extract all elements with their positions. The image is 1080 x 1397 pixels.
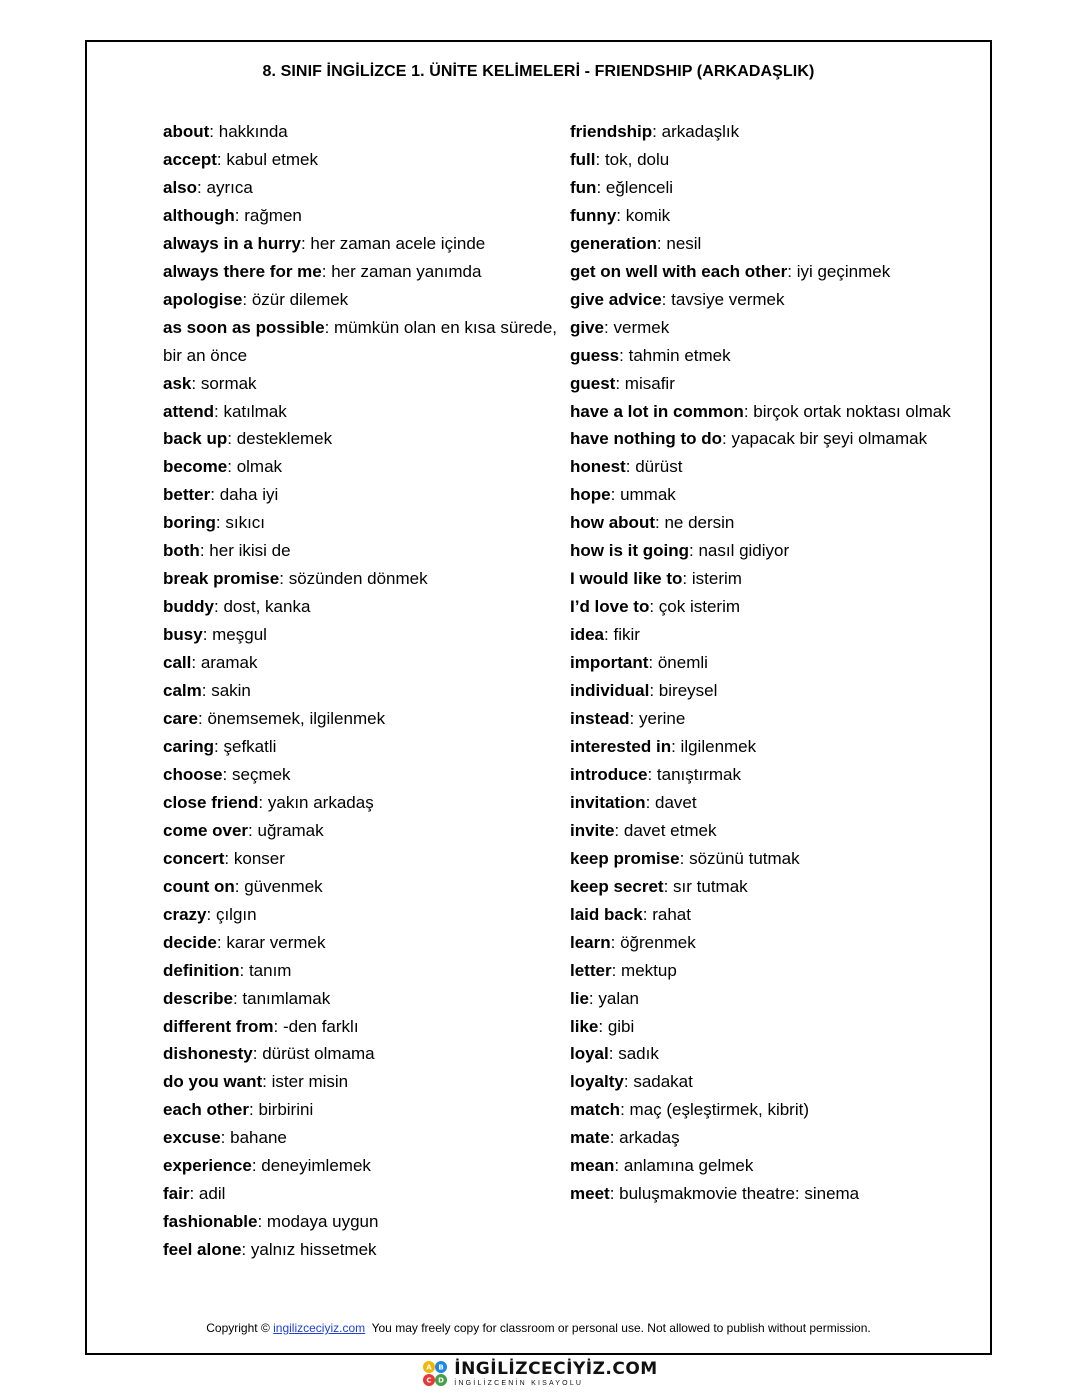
vocabulary-entry: busy: meşgul <box>163 625 267 645</box>
vocabulary-entry: learn: öğrenmek <box>570 932 696 952</box>
vocabulary-meaning: anlamına gelmek <box>623 1156 754 1176</box>
vocabulary-entry: count on: güvenmek <box>163 876 323 896</box>
vocabulary-meaning: güvenmek <box>244 876 323 896</box>
vocabulary-entry: invitation: davet <box>570 792 697 812</box>
vocabulary-meaning: adil <box>198 1184 226 1204</box>
vocabulary-entry: I would like to: isterim <box>570 569 742 589</box>
vocabulary-entry: lie: yalan <box>570 988 639 1008</box>
vocabulary-term: dishonesty <box>163 1044 253 1064</box>
vocabulary-meaning: ilgilenmek <box>680 736 757 756</box>
vocabulary-entry: friendship: arkadaşlık <box>570 122 740 141</box>
vocabulary-meaning: bahane <box>230 1128 287 1148</box>
vocabulary-term: guest <box>570 373 616 393</box>
vocabulary-meaning: tahmin etmek <box>628 345 731 365</box>
vocabulary-meaning: sözünü tutmak <box>689 848 800 868</box>
vocabulary-meaning: olmak <box>236 457 283 477</box>
vocabulary-meaning: mektup <box>621 960 677 980</box>
vocabulary-term: choose <box>163 764 223 784</box>
vocabulary-entry: concert: konser <box>163 848 285 868</box>
vocabulary-entry: fashionable: modaya uygun <box>163 1212 379 1232</box>
vocabulary-meaning: her zaman acele içinde <box>310 233 486 253</box>
vocabulary-entry: guest: misafir <box>570 373 675 393</box>
page-title: 8. SINIF İNGİLİZCE 1. ÜNİTE KELİMELERİ - FRIENDSHIP (ARKADAŞLIK) <box>262 63 815 80</box>
vocabulary-meaning: önemli <box>657 653 708 673</box>
vocabulary-entry: fair: adil <box>163 1184 226 1204</box>
vocabulary-meaning: tanım <box>248 960 292 980</box>
vocabulary-term: break promise <box>163 569 280 589</box>
vocabulary-entry: idea: fikir <box>570 625 640 645</box>
vocabulary-term: experience <box>163 1156 252 1176</box>
vocabulary-term: invite <box>570 820 615 840</box>
vocabulary-term: as soon as possible <box>163 317 325 337</box>
vocabulary-meaning: sadık <box>618 1044 659 1064</box>
vocabulary-entry: keep promise: sözünü tutmak <box>570 848 800 868</box>
vocabulary-term: full <box>570 149 596 169</box>
vocabulary-term: match <box>570 1100 621 1120</box>
vocabulary-meaning: tavsiye vermek <box>671 289 785 309</box>
vocabulary-meaning: komik <box>625 205 671 225</box>
vocabulary-term: give <box>570 317 605 337</box>
vocabulary-entry: care: önemsemek, ilgilenmek <box>163 709 386 729</box>
vocabulary-entry: as soon as possible: mümkün olan en kısa sürede, bir an önce <box>163 317 558 365</box>
vocabulary-meaning: sadakat <box>633 1072 693 1092</box>
vocabulary-entry: feel alone: yalnız hissetmek <box>163 1240 377 1260</box>
vocabulary-entry: letter: mektup <box>570 960 677 980</box>
vocabulary-term: keep promise <box>570 848 680 868</box>
vocabulary-meaning: meşgul <box>212 625 267 645</box>
vocabulary-entry: meet: buluşmakmovie theatre: sinema <box>570 1184 860 1204</box>
vocabulary-term: keep secret <box>570 876 664 896</box>
vocabulary-term: fair <box>163 1184 190 1204</box>
vocabulary-entry: important: önemli <box>570 653 708 673</box>
vocabulary-term: how is it going <box>570 541 689 561</box>
vocabulary-meaning: maç (eşleştirmek, kibrit) <box>629 1100 809 1120</box>
vocabulary-column-left <box>163 118 563 1264</box>
vocabulary-entry: attend: katılmak <box>163 401 287 421</box>
vocabulary-entry: generation: nesil <box>570 233 702 253</box>
vocabulary-term: boring <box>163 513 216 533</box>
vocabulary-entry: become: olmak <box>163 457 283 477</box>
vocabulary-term: ask <box>163 373 192 393</box>
vocabulary-term: introduce <box>570 764 648 784</box>
vocabulary-meaning: arkadaşlık <box>661 122 740 141</box>
vocabulary-meaning: eğlenceli <box>605 177 673 197</box>
vocabulary-meaning: deneyimlemek <box>261 1156 371 1176</box>
vocabulary-column-right <box>570 118 990 1208</box>
vocabulary-meaning: öğrenmek <box>620 932 696 952</box>
vocabulary-term: do you want <box>163 1072 263 1092</box>
vocabulary-meaning: sıkıcı <box>225 513 266 533</box>
vocabulary-entry: also: ayrıca <box>163 177 253 197</box>
vocabulary-meaning: arkadaş <box>619 1128 680 1148</box>
vocabulary-term: get on well with each other <box>570 261 788 281</box>
vocabulary-entry: different from: -den farklı <box>163 1016 359 1036</box>
vocabulary-meaning: mümkün olan en kısa sürede, bir an önce <box>163 317 558 365</box>
vocabulary-meaning: sakin <box>211 681 251 701</box>
vocabulary-term: excuse <box>163 1128 221 1148</box>
vocabulary-meaning: hakkında <box>218 122 288 141</box>
vocabulary-term: idea <box>570 625 605 645</box>
vocabulary-entry: each other: birbirini <box>163 1100 314 1120</box>
vocabulary-meaning: yakın arkadaş <box>267 792 374 812</box>
vocabulary-meaning: rağmen <box>244 205 302 225</box>
site-logo[interactable] <box>0 1360 1080 1388</box>
vocabulary-entry: back up: desteklemek <box>163 429 333 449</box>
vocabulary-term: call <box>163 653 192 673</box>
vocabulary-term: different from <box>163 1016 274 1036</box>
vocabulary-meaning: iyi geçinmek <box>796 261 891 281</box>
vocabulary-meaning: karar vermek <box>226 932 326 952</box>
vocabulary-meaning: sormak <box>200 373 257 393</box>
vocabulary-entry: always in a hurry: her zaman acele içinde <box>163 233 486 253</box>
vocabulary-entry: instead: yerine <box>570 709 686 729</box>
vocabulary-term: letter <box>570 960 612 980</box>
vocabulary-term: mate <box>570 1128 610 1148</box>
vocabulary-meaning: sözünden dönmek <box>288 569 428 589</box>
vocabulary-term: apologise <box>163 289 243 309</box>
logo-name: İNGİLİZCECİYİZ.COM <box>454 1359 658 1379</box>
copyright-footer <box>87 1321 990 1335</box>
vocabulary-meaning: -den farklı <box>282 1016 359 1036</box>
vocabulary-entry: decide: karar vermek <box>163 932 326 952</box>
vocabulary-entry: ask: sormak <box>163 373 257 393</box>
vocabulary-term: close friend <box>163 792 259 812</box>
vocabulary-entry: experience: deneyimlemek <box>163 1156 371 1176</box>
vocabulary-term: better <box>163 485 211 505</box>
vocabulary-entry: give advice: tavsiye vermek <box>570 289 785 309</box>
vocabulary-term: although <box>163 205 235 225</box>
vocabulary-meaning: yalan <box>598 988 639 1008</box>
vocabulary-entry: honest: dürüst <box>570 457 683 477</box>
vocabulary-term: crazy <box>163 904 207 924</box>
vocabulary-term: busy <box>163 625 203 645</box>
vocabulary-meaning: vermek <box>613 317 670 337</box>
vocabulary-entry: have a lot in common: birçok ortak noktası olmak <box>570 401 951 421</box>
vocabulary-meaning: her ikisi de <box>209 541 291 561</box>
vocabulary-term: decide <box>163 932 217 952</box>
vocabulary-term: have a lot in common <box>570 401 744 421</box>
vocabulary-term: calm <box>163 681 202 701</box>
vocabulary-meaning: tanımlamak <box>242 988 331 1008</box>
vocabulary-meaning: katılmak <box>223 401 287 421</box>
vocabulary-term: count on <box>163 876 235 896</box>
vocabulary-entry: mate: arkadaş <box>570 1128 680 1148</box>
vocabulary-meaning: dost, kanka <box>223 597 311 617</box>
logo-tagline: İNGİLİZCENİN KISAYOLU <box>454 1380 584 1387</box>
vocabulary-entry: introduce: tanıştırmak <box>570 764 741 784</box>
vocabulary-entry: apologise: özür dilemek <box>163 289 349 309</box>
vocabulary-term: fun <box>570 177 597 197</box>
logo-mark-icon <box>422 1360 448 1388</box>
vocabulary-meaning: ister misin <box>271 1072 349 1092</box>
vocabulary-entry: individual: bireysel <box>570 681 718 701</box>
vocabulary-entry: caring: şefkatli <box>163 736 277 756</box>
vocabulary-meaning: modaya uygun <box>266 1212 379 1232</box>
vocabulary-term: funny <box>570 205 617 225</box>
vocabulary-term: learn <box>570 932 611 952</box>
copyright-prefix: Copyright © <box>206 1321 274 1335</box>
vocabulary-meaning: ayrıca <box>206 177 253 197</box>
vocabulary-meaning: uğramak <box>257 820 324 840</box>
svg-text:C: C <box>426 1376 432 1385</box>
vocabulary-meaning: gibi <box>607 1016 635 1036</box>
vocabulary-entry: loyalty: sadakat <box>570 1072 693 1092</box>
vocabulary-term: mean <box>570 1156 615 1176</box>
vocabulary-meaning: fikir <box>613 625 640 645</box>
vocabulary-entry: interested in: ilgilenmek <box>570 736 757 756</box>
vocabulary-meaning: davet <box>655 792 697 812</box>
vocabulary-term: invitation <box>570 792 646 812</box>
vocabulary-term: meet <box>570 1184 610 1204</box>
vocabulary-meaning: yapacak bir şeyi olmamak <box>731 429 928 449</box>
site-link[interactable]: ingilizceciyiz.com <box>273 1321 366 1335</box>
vocabulary-meaning: birçok ortak noktası olmak <box>753 401 951 421</box>
vocabulary-entry: choose: seçmek <box>163 764 291 784</box>
vocabulary-entry: get on well with each other: iyi geçinmek <box>570 261 891 281</box>
vocabulary-term: accept <box>163 149 217 169</box>
vocabulary-term: attend <box>163 401 214 421</box>
vocabulary-meaning: desteklemek <box>236 429 333 449</box>
vocabulary-meaning: isterim <box>691 569 742 589</box>
vocabulary-meaning: nasıl gidiyor <box>698 541 790 561</box>
vocabulary-entry: have nothing to do: yapacak bir şeyi olmamak <box>570 429 928 449</box>
vocabulary-entry: close friend: yakın arkadaş <box>163 792 374 812</box>
vocabulary-term: friendship <box>570 122 653 141</box>
vocabulary-entry: dishonesty: dürüst olmama <box>163 1044 375 1064</box>
vocabulary-entry: how about: ne dersin <box>570 513 735 533</box>
vocabulary-meaning: yerine <box>638 709 686 729</box>
vocabulary-term: like <box>570 1016 599 1036</box>
vocabulary-term: both <box>163 541 200 561</box>
vocabulary-entry: definition: tanım <box>163 960 292 980</box>
vocabulary-meaning: seçmek <box>231 764 291 784</box>
vocabulary-term: important <box>570 653 649 673</box>
vocabulary-entry: funny: komik <box>570 205 671 225</box>
vocabulary-meaning: şefkatli <box>223 736 277 756</box>
vocabulary-entry: break promise: sözünden dönmek <box>163 569 428 589</box>
vocabulary-meaning: misafir <box>624 373 675 393</box>
vocabulary-meaning: çok isterim <box>658 597 741 617</box>
vocabulary-term: individual <box>570 681 650 701</box>
vocabulary-meaning: bireysel <box>658 681 718 701</box>
vocabulary-term: laid back <box>570 904 643 924</box>
copyright-notice: You may freely copy for classroom or personal use. Not allowed to publish without permission. <box>365 1321 871 1335</box>
vocabulary-entry: loyal: sadık <box>570 1044 659 1064</box>
vocabulary-term: care <box>163 709 198 729</box>
vocabulary-meaning: önemsemek, ilgilenmek <box>207 709 386 729</box>
vocabulary-meaning: her zaman yanımda <box>331 261 482 281</box>
vocabulary-entry: always there for me: her zaman yanımda <box>163 261 482 281</box>
vocabulary-term: about <box>163 122 210 141</box>
vocabulary-term: lie <box>570 988 589 1008</box>
vocabulary-term: instead <box>570 709 630 729</box>
vocabulary-meaning: tanıştırmak <box>656 764 741 784</box>
vocabulary-entry: mean: anlamına gelmek <box>570 1156 754 1176</box>
document-frame <box>85 40 992 1355</box>
vocabulary-meaning: kabul etmek <box>226 149 318 169</box>
vocabulary-meaning: özür dilemek <box>251 289 349 309</box>
vocabulary-entry: accept: kabul etmek <box>163 149 318 169</box>
vocabulary-term: I’d love to <box>570 597 650 617</box>
vocabulary-entry: call: aramak <box>163 653 258 673</box>
vocabulary-entry: like: gibi <box>570 1016 635 1036</box>
vocabulary-term: feel alone <box>163 1240 242 1260</box>
vocabulary-term: each other <box>163 1100 249 1120</box>
vocabulary-entry: do you want: ister misin <box>163 1072 349 1092</box>
vocabulary-term: concert <box>163 848 225 868</box>
vocabulary-term: always in a hurry <box>163 233 301 253</box>
vocabulary-entry: I’d love to: çok isterim <box>570 597 741 617</box>
vocabulary-meaning: ne dersin <box>664 513 735 533</box>
vocabulary-entry: invite: davet etmek <box>570 820 717 840</box>
vocabulary-term: how about <box>570 513 655 533</box>
vocabulary-meaning: aramak <box>200 653 258 673</box>
vocabulary-term: hope <box>570 485 611 505</box>
vocabulary-entry: laid back: rahat <box>570 904 691 924</box>
vocabulary-term: buddy <box>163 597 214 617</box>
vocabulary-entry: excuse: bahane <box>163 1128 287 1148</box>
vocabulary-term: back up <box>163 429 228 449</box>
vocabulary-term: always there for me <box>163 261 322 281</box>
vocabulary-term: come over <box>163 820 249 840</box>
vocabulary-meaning: rahat <box>652 904 691 924</box>
vocabulary-term: have nothing to do <box>570 429 723 449</box>
vocabulary-meaning: çılgın <box>215 904 257 924</box>
vocabulary-meaning: dürüst <box>635 457 683 477</box>
vocabulary-term: loyal <box>570 1044 609 1064</box>
vocabulary-entry: match: maç (eşleştirmek, kibrit) <box>570 1100 809 1120</box>
vocabulary-meaning: buluşmakmovie theatre: sinema <box>619 1184 860 1204</box>
vocabulary-term: describe <box>163 988 233 1008</box>
vocabulary-meaning: daha iyi <box>219 485 279 505</box>
vocabulary-entry: keep secret: sır tutmak <box>570 876 748 896</box>
vocabulary-entry: full: tok, dolu <box>570 149 670 169</box>
vocabulary-meaning: birbirini <box>258 1100 314 1120</box>
svg-text:A: A <box>426 1363 432 1372</box>
vocabulary-entry: better: daha iyi <box>163 485 279 505</box>
vocabulary-meaning: sır tutmak <box>673 876 748 896</box>
vocabulary-entry: hope: ummak <box>570 485 676 505</box>
vocabulary-term: caring <box>163 736 215 756</box>
vocabulary-entry: both: her ikisi de <box>163 541 291 561</box>
vocabulary-term: give advice <box>570 289 662 309</box>
svg-text:B: B <box>438 1363 444 1372</box>
vocabulary-entry: guess: tahmin etmek <box>570 345 731 365</box>
vocabulary-term: honest <box>570 457 626 477</box>
vocabulary-term: become <box>163 457 228 477</box>
vocabulary-term: guess <box>570 345 620 365</box>
vocabulary-entry: how is it going: nasıl gidiyor <box>570 541 790 561</box>
svg-text:D: D <box>438 1376 445 1385</box>
vocabulary-term: loyalty <box>570 1072 624 1092</box>
vocabulary-meaning: dürüst olmama <box>262 1044 375 1064</box>
vocabulary-meaning: ummak <box>620 485 676 505</box>
vocabulary-meaning: tok, dolu <box>604 149 670 169</box>
vocabulary-term: I would like to <box>570 569 683 589</box>
vocabulary-entry: come over: uğramak <box>163 820 324 840</box>
vocabulary-entry: crazy: çılgın <box>163 904 257 924</box>
vocabulary-meaning: davet etmek <box>623 820 717 840</box>
vocabulary-term: interested in <box>570 736 672 756</box>
vocabulary-entry: about: hakkında <box>163 122 288 141</box>
vocabulary-term: generation <box>570 233 657 253</box>
vocabulary-entry: buddy: dost, kanka <box>163 597 311 617</box>
vocabulary-meaning: konser <box>233 848 285 868</box>
vocabulary-meaning: yalnız hissetmek <box>250 1240 377 1260</box>
vocabulary-meaning: nesil <box>666 233 702 253</box>
vocabulary-entry: boring: sıkıcı <box>163 513 266 533</box>
vocabulary-entry: give: vermek <box>570 317 670 337</box>
vocabulary-term: also <box>163 177 198 197</box>
vocabulary-entry: calm: sakin <box>163 681 251 701</box>
vocabulary-entry: describe: tanımlamak <box>163 988 331 1008</box>
vocabulary-term: definition <box>163 960 240 980</box>
vocabulary-entry: although: rağmen <box>163 205 302 225</box>
vocabulary-term: fashionable <box>163 1212 258 1232</box>
vocabulary-entry: fun: eğlenceli <box>570 177 673 197</box>
